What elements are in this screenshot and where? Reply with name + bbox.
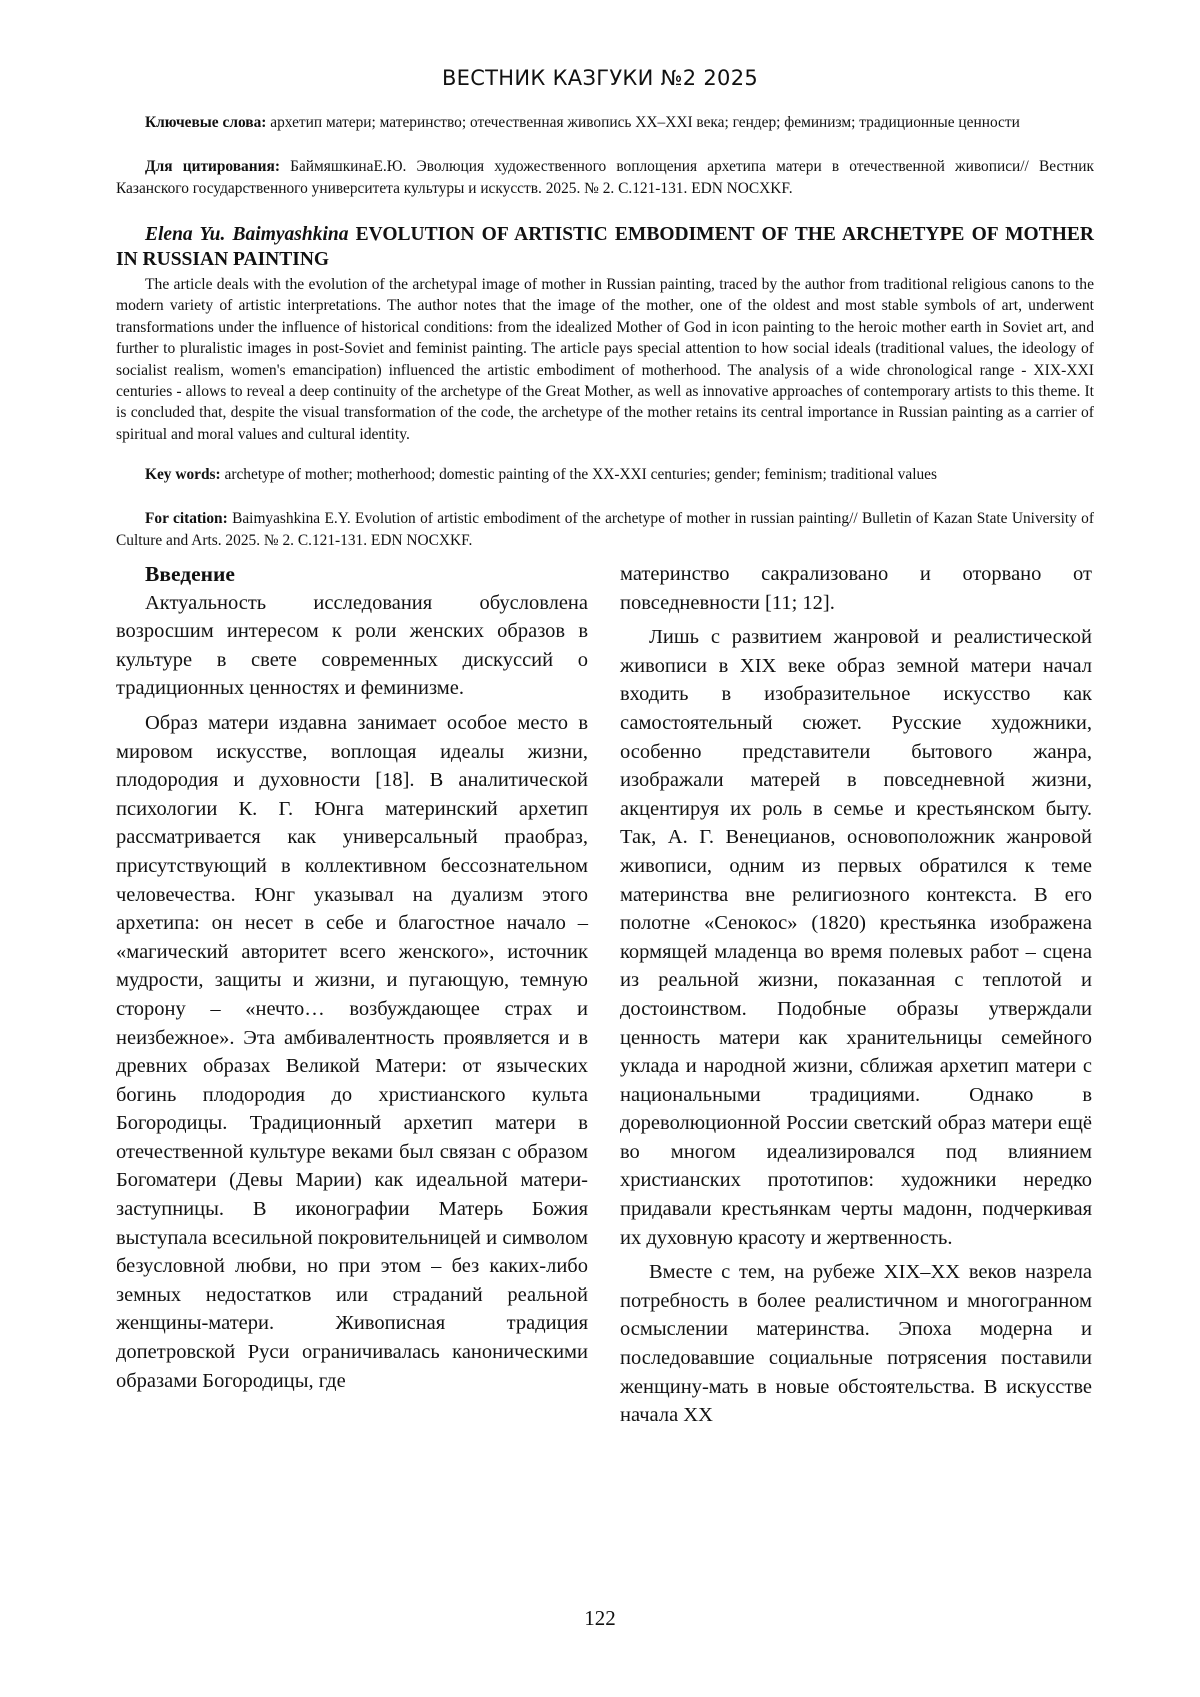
citation-ru-label: Для цитирования: — [145, 158, 280, 175]
author-name-en: Elena Yu. Baimyashkina — [145, 224, 349, 245]
keywords-en-text: archetype of mother; motherhood; domestic painting of the XX-XXI centuries; gender; feminism; traditional values — [220, 466, 937, 483]
keywords-ru-label: Ключевые слова: — [145, 114, 267, 131]
paragraph: Образ матери издавна занимает особое место в мировом искусстве, воплощая идеалы жизни, плодородия и духовности [18]. В аналитической психологии К. Г. Юнга материнский архетип рассматривается как универсальный праобраз, присутствующий в коллективном бессознательном человечества. Юнг указывал на дуализм этого архетипа: он несет в себе и благостное начало – «магический авторитет всего женского», источник мудрости, защиты и жизни, и пугающую, темную сторону – «нечто… возбуждающее страх и неизбежное». Эта амбивалентность проявляется и в древних образах Великой Матери: от языческих богинь плодородия до христианского культа Богородицы. Традиционный архетип матери в отечественной культуре веками был связан с образом Богоматери (Девы Марии) как идеальной матери-заступницы. В иконографии Матерь Божия выступала всесильной покровительницей и символом безусловной любви, но при этом – без каких-либо земных недостатков или страданий реальной женщины-матери. Живописная традиция допетровской Руси ограничивалась каноническими образами Богородицы, где — [116, 711, 588, 1392]
section-heading: Введение — [145, 562, 235, 586]
paragraph: Лишь с развитием жанровой и реалистической живописи в XIX веке образ земной матери начал входить в изобразительное искусство как самостоятельный сюжет. Русские художники, особенно представители бытового жанра, изображали матерей в повседневной жизни, акцентируя их роль в семье и крестьянском быту. Так, А. Г. Венецианов, основоположник жанровой живописи, одним из первых обратился к теме материнства вне религиозного контекста. В его полотне «Сенокос» (1820) крестьянка изображена кормящей младенца во время полевых работ – сцена из реальной жизни, показанная с теплотой и достоинством. Подобные образы утверждали ценность матери как хранительницы семейного уклада и народной жизни, сближая архетип матери с национальными традициями. Однако в дореволюционной России светский образ матери ещё во многом идеализировался под влиянием христианских прототипов: художники нередко придавали крестьянкам черты мадонн, подчеркивая их духовную красоту и жертвенность. — [620, 626, 1092, 1249]
citation-ru — [116, 156, 1094, 199]
article-title-en: EVOLUTION OF ARTISTIC EMBODIMENT OF THE ARCHETYPE OF MOTHER IN RUSSIAN PAINTING — [116, 224, 1094, 270]
keywords-en-label: Key words: — [145, 466, 221, 483]
keywords-en — [116, 464, 1094, 486]
paragraph: Актуальность исследования обусловлена возросшим интересом к роли женских образов в культуре в свете современных дискуссий о традиционных ценностях и феминизме. — [116, 591, 588, 700]
page-number: 122 — [584, 1606, 616, 1630]
citation-en-text: Baimyashkina E.Y. Evolution of artistic embodiment of the archetype of mother in russian painting// Bulletin of Kazan State University of Culture and Arts. 2025. № 2. С.121-131. EDN NOCXKF. — [116, 510, 1094, 549]
citation-en — [116, 508, 1094, 551]
keywords-ru — [116, 112, 1094, 134]
citation-en-label: For citation: — [145, 510, 228, 527]
english-title-block — [116, 222, 1094, 272]
keywords-ru-text: архетип матери; материнство; отечественная живопись XX–XXI века; гендер; феминизм; традиционные ценности — [266, 114, 1020, 131]
body-column-left — [116, 560, 588, 1401]
paragraph-continued: материнство сакрализовано и оторвано от повседневности [11; 12]. — [620, 563, 1092, 614]
citation-ru-text: БаймяшкинаЕ.Ю. Эволюция художественного воплощения архетипа матери в отечественной живописи// Вестник Казанского государственного университета культуры и искусств. 2025. № 2. С.121-131. EDN NOCXKF. — [116, 158, 1094, 197]
journal-running-head: ВЕСТНИК КАЗГУКИ №2 2025 — [441, 66, 759, 90]
paragraph: Вместе с тем, на рубеже XIX–XX веков назрела потребность в более реалистичном и многогранном осмыслении материнства. Эпоха модерна и последовавшие социальные потрясения поставили женщину-мать в новые обстоятельства. В искусстве начала XX — [620, 1261, 1092, 1427]
body-column-right — [620, 560, 1092, 1436]
abstract-en: The article deals with the evolution of the archetypal image of mother in Russian painting, traced by the author from traditional religious canons to the modern variety of artistic interpretations. The author notes that the image of the mother, one of the oldest and most stable symbols of art, underwent transformations under the influence of historical conditions: from the idealized Mother of God in icon painting to the heroic mother earth in Soviet art, and further to pluralistic images in post-Soviet and feminist painting. The article pays special attention to how social ideals (traditional values, the ideology of socialist realism, women's emancipation) influenced the artistic embodiment of motherhood. The analysis of a wide chronological range - XIX-XXI centuries - allows to reveal a deep continuity of the archetype of the Great Mother, as well as innovative approaches of contemporary artists to this theme. It is concluded that, despite the visual transformation of the code, the archetype of the mother retains its central importance in Russian painting as a carrier of spiritual and moral values and cultural identity. — [116, 276, 1094, 443]
